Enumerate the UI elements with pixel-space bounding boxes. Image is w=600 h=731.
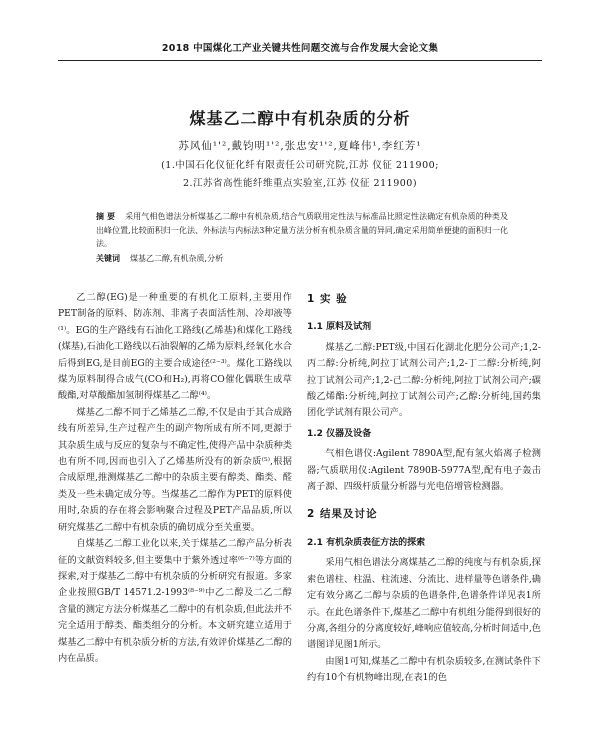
keywords-text: 煤基乙二醇,有机杂质,分析 — [130, 254, 224, 263]
section-2-heading: 2 结果及讨论 — [307, 508, 378, 521]
header-rule — [58, 60, 542, 61]
affiliation-1: (1.中国石化仪征化纤有限责任公司研究院,江苏 仪征 211900; — [161, 160, 439, 171]
intro-paragraph-3: 自煤基乙二醇工业化以来,关于煤基乙二醇产品分析表征的文献资料较多,但主要集中于紫外透过率⁽⁶⁻⁷⁾等方面的探索,对于煤基乙二醇中有机杂质的分析研究有报道。多家企业按照GB/T 14571.2-1993⁽⁸⁻⁹⁾中乙二醇及二乙二醇含量的测定方法分析煤基乙二醇中的有机杂质,但此法并不完全适用于醇类、酯类组分的分析。本文研究建立适用于煤基乙二醇中有机杂质分析的方法,有效评价煤基乙二醇的内在品质。 — [58, 538, 292, 664]
affiliation-2: 2.江苏省高性能纤维重点实验室,江苏 仪征 211900) — [182, 178, 418, 189]
running-header: 2018 中国煤化工产业关键共性问题交流与合作发展大会论文集 — [161, 43, 439, 54]
section-1-1-text: 煤基乙二醇:PET级,中国石化湖北化肥分公司产;1,2-丙二醇:分析纯,阿拉丁试剂公司产;1,2-丁二醇:分析纯,阿拉丁试剂公司产;1,2-己二醇:分析纯,阿拉丁试剂公司产;碳酸乙烯酯:分析纯,阿拉丁试剂公司产;乙醇:分析纯,国药集团化学试剂有限公司产。 — [307, 341, 541, 419]
intro-paragraph-1: 乙二醇(EG)是一种重要的有机化工原料,主要用作PET制备的原料、防冻剂、非离子表面活性剂、冷却液等⁽¹⁾。EG的生产路线有石油化工路线(乙烯基)和煤化工路线(煤基),石油化工路线以石油裂解的乙烯为原料,经氧化水合后得到EG,是目前EG的主要合成途径⁽²⁻³⁾。煤化工路线以煤为原料制得合成气(CO和H₂),再将CO催化偶联生成草酸酯,对草酸酯加氢制得煤基乙二醇⁽⁴⁾。 — [58, 292, 292, 402]
keywords — [96, 253, 508, 264]
section-1-heading: 1 实 验 — [307, 293, 348, 305]
paper-title: 煤基乙二醇中有机杂质的分析 — [189, 109, 411, 128]
abstract-label: 摘 要 — [96, 212, 116, 221]
abstract-text: 采用气相色谱法分析煤基乙二醇中有机杂质,结合气质联用定性法与标准品比照定性法确定有机杂质的种类及出峰位置,比较面积归一化法、外标法与内标法3种定量方法分析有机杂质含量的异同,确定采用简单便捷的面积归一化法。 — [96, 212, 508, 248]
abstract — [96, 210, 508, 251]
section-1-2-heading: 1.2 仪器及设备 — [307, 428, 372, 439]
section-2-1-text-2: 由图1可知,煤基乙二醇中有机杂质较多,在测试条件下约有10个有机物峰出现,在表1的色 — [307, 655, 541, 684]
left-column — [58, 290, 292, 667]
section-2-1-text-1: 采用气相色谱法分离煤基乙二醇的纯度与有机杂质,探索色谱柱、柱温、柱流速、分流比、进样量等色谱条件,确定有效分离乙二醇与杂质的色谱条件,色谱条件详见表1所示。在此色谱条件下,煤基乙二醇中有机组分能得到很好的分离,各组分的分离度较好,峰响应值较高,分析时间适中,色谱图详见图1所示。 — [307, 557, 541, 651]
author-list: 苏风仙¹'²,戴钧明¹'²,张忠安¹'²,夏峰伟¹,李红芳¹ — [178, 140, 422, 152]
section-1-2-text: 气相色谱仪:Agilent 7890A型,配有氢火焰离子检测器;气质联用仪:Agilent 7890B-5977A型,配有电子轰击离子源、四级杆质量分析器与光电倍增管检测器。 — [307, 448, 541, 493]
section-1-1-heading: 1.1 原料及试剂 — [307, 322, 372, 333]
section-2-1-heading: 2.1 有机杂质表征方法的探索 — [307, 537, 426, 548]
right-column — [307, 290, 541, 687]
keywords-label: 关键词 — [96, 254, 120, 263]
intro-paragraph-2: 煤基乙二醇不同于乙烯基乙二醇,不仅是由于其合成路线有所差异,生产过程产生的副产物所成有所不同,更源于其杂质生成与反应的复杂与不确定性,使得产品中杂质种类也有所不同,因而也引入了乙烯基所没有的新杂质⁽⁵⁾,根据合成原理,推测煤基乙二醇中的杂质主要有醇类、酯类、醛类及一些未确定成分等。当煤基乙二醇作为PET的原料使用时,杂质的存在将会影响聚合过程及PET产品品质,所以研究煤基乙二醇中有机杂质的确切成分至关重要。 — [58, 406, 292, 533]
